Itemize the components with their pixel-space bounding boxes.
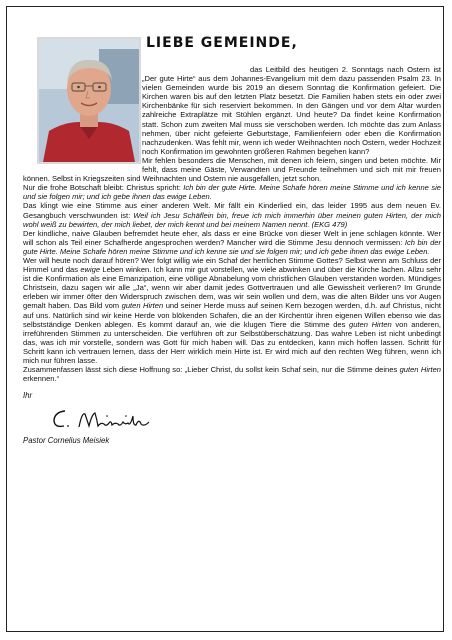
bible-quote-2: Ich bin der gute Hirte. Meine Schafe hören meine Stimme und ich kenne sie und sie folgen mir; und ich gebe ihnen das ewige Leben. [23, 237, 441, 256]
paragraph-3-text: Nur die frohe Botschaft bleibt: Christus spricht: [23, 183, 184, 193]
paragraph-2: Mir fehlen besonders die Menschen, mit denen ich feiern, singen und beten möchte. Mir fehlt, dass meine Gäste, Verwandten und Freunde teilnehmen und sich mit mir freuen können. Selbst in Kriegszeiten sind Weihnachten und Ostern nie ausgefallen, jetzt schon. [23, 155, 441, 184]
letter-heading: LIEBE GEMEINDE, [146, 35, 298, 51]
paragraph-4-text: Das klingt wie eine Stimme aus einer anderen Welt. Mir fällt ein Kinderlied ein, das leider 1995 aus dem neuen Ev. Gesangbuch verschwunden ist: [23, 201, 441, 220]
paragraph-7 [23, 365, 441, 383]
hymn-quote: Weil ich Jesu Schäflein bin, freue ich mich immerhin über meinen guten Hirten, der mich wohl weiß zu bewirten, der mich liebet, der mich kennt und bei meinem Namen nennt. (EKG 479) [23, 210, 441, 229]
paragraph-4 [23, 201, 441, 228]
paragraph-6-part-c: und seiner Herde muss auf seinen Kern bezogen werden, d.h. auf Christus, nicht auf uns. Natürlich sind wir keine Herde von blökenden Schafen, die an der Kirchentür ihren eigenen Willen ebenso wie das selbstständige Denken ablegen. Es kommt darauf an, wie die klugen Tiere die Stimme des [23, 301, 441, 329]
paragraph-7-part-b: erkennen.“ [23, 374, 60, 384]
paragraph-7-emphasis: guten Hirten [399, 365, 441, 375]
paragraph-7-part-a: Zusammenfassen lässt sich diese Hoffnung so: „Lieber Christ, du sollst kein Schaf sein, nur die Stimme deines [23, 365, 400, 375]
letter-body [23, 65, 441, 445]
page-frame [6, 6, 444, 632]
paragraph-6-part-b: Leben winken. Ich kann mir gut vorstellen, wie viele abwinken und über die Kirche lachen. Allzu sehr ist die Konfirmation als eine Emanzipation, eine völlige Abnabelung vom christlichen Glauben verstanden worden. Mündiges Christsein, dazu sagen wir alle „Ja“, wenn wir aber damit jedes Gottvertrauen und alle Gewissheit verlieren? Im Grunde erleben wir immer öfter den Widerspruch zwischen dem, was wir sein wollen und dem, was die alten Bilder uns vor Augen gemalt haben. Das Bild vom [23, 265, 441, 311]
paragraph-6 [23, 256, 441, 365]
paragraph-1: das Leitbild des heutigen 2. Sonntags nach Ostern ist „Der gute Hirte“ aus dem Johannes-Evangelium mit dem dazu passenden Psalm 23. In vielen Gemeinden wurde bis 2019 an diesem Sonntag die Konfirmation gefeiert. Die Kirchen waren bis auf den letzten Platz besetzt. Die Familien haben stets ein oder zwei Kirchenbänke für sich reserviert bekommen. In den Gängen und vor dem Altar wurden zahlreiche Extraplätze mit Stühlen ergänzt. Und heute? Da findet keine Konfirmation statt. Schon zum zweiten Mal muss sie verschoben werden. Ich möchte das zum Anlass nehmen, über nicht gefeierte Geburtstage, Familienfeiern oder eben die Konfirmation nachzudenken. Was fehlt mir, wenn ich weder Weihnachten noch Ostern, weder Hochzeit noch Konfirmation im gewohnten größeren Rahmen begehen kann? [142, 65, 441, 156]
closing-word: Ihr [23, 391, 33, 401]
handwritten-signature [49, 406, 159, 432]
paragraph-5 [23, 229, 441, 256]
paragraph-3 [23, 183, 441, 201]
paragraph-6-emphasis-2: guten Hirten [121, 301, 164, 311]
paragraph-6-emphasis-3: guten Hirten [349, 319, 392, 329]
paragraph-5-text: Der kindliche, naive Glauben befremdet heute eher, als dass er eine Brücke von dieser Welt in jene schlagen könnte. Wer will schon als Teil einer Schafherde angesprochen werden? Mancher wird die Stimme Jesu dennoch vermissen: [23, 228, 441, 247]
signer-name: Pastor Cornelius Meisiek [23, 436, 110, 446]
paragraph-6-part-a: Wer will heute noch darauf hören? Wer folgt willig wie ein Schaf der herrlichen Stimme Gottes? Selbst wenn am Schluss der Himmel und das [23, 255, 441, 275]
photo-wrap-spacer [23, 65, 142, 166]
paragraph-6-emphasis-1: ewige [80, 265, 101, 275]
bible-quote-1: Ich bin der gute Hirte. Meine Schafe hören meine Stimme und ich kenne sie und sie folgen mir; und ich gebe ihnen das ewige Leben. [23, 183, 441, 202]
paragraph-6-part-d: von anderen, irreführenden Stimmen zu unterscheiden. Die verführen oft zur Selbstüberschätzung. Das wahre Leben ist nicht unbedingt das, was ich mir vorstelle, sondern was Gott für mich haben will. Das zu entdecken, kann mich hoffen lassen. Schritt für Schritt kann ich vertrauen lernen, dass der Herr wirklich mein Hirte ist. Er wird mich auf den rechten Weg führen, wenn ich mich nur führen lasse. [23, 319, 442, 365]
